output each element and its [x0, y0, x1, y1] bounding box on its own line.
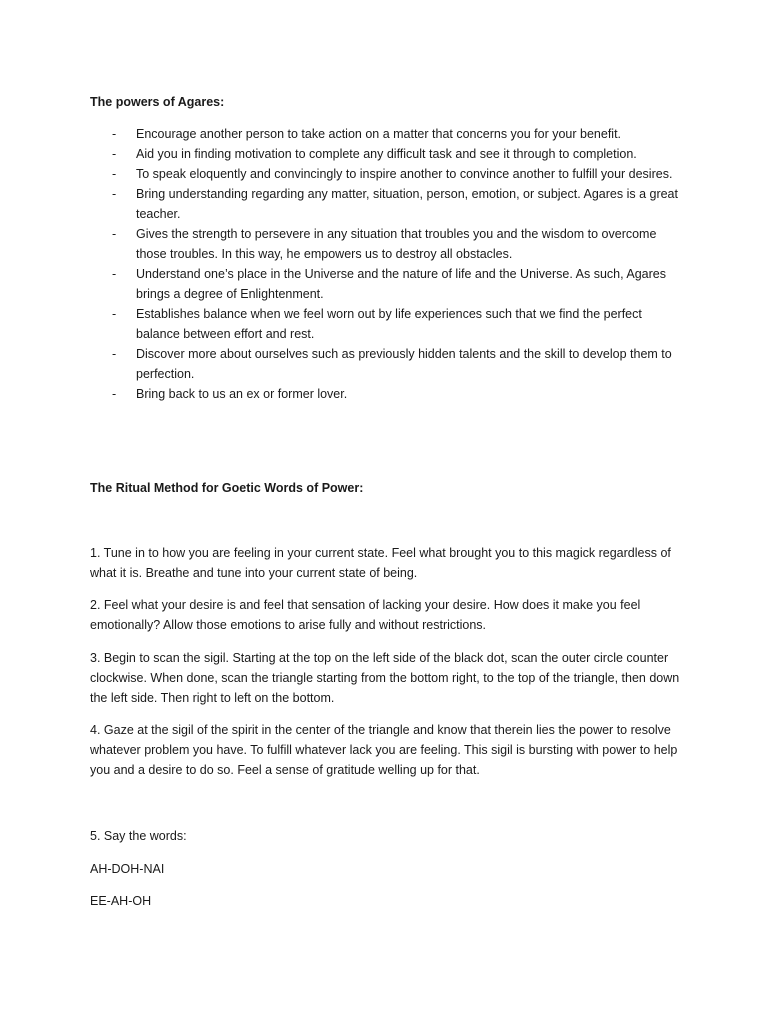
bullet-dash: - [112, 147, 117, 161]
ritual-step: 3. Begin to scan the sigil. Starting at the top on the left side of the black dot, scan the outer circle counter clockwise. When done, scan the triangle starting from the bottom right, to the top of the triangle, then down the left side. Then right to left on the bottom. [90, 651, 680, 705]
bullet-dash: - [112, 267, 117, 281]
list-item-text: Bring understanding regarding any matter, situation, person, emotion, or subject. Agares is a great teacher. [136, 187, 678, 221]
ritual-step: 1. Tune in to how you are feeling in your current state. Feel what brought you to this magick regardless of what it is. Breathe and tune into your current state of being. [90, 546, 671, 580]
power-word: EE-AH-OH [90, 894, 152, 908]
bullet-dash: - [112, 227, 117, 241]
ritual-step: 4. Gaze at the sigil of the spirit in the center of the triangle and know that therein lies the power to resolve whatever problem you have. To fulfill whatever lack you are feeling. This sigil is bursting with power to help you and a desire to do so. Feel a sense of gratitude welling up for that. [90, 723, 678, 777]
powers-list [90, 124, 680, 404]
list-item-text: Understand one’s place in the Universe and the nature of life and the Universe. As such, Agares brings a degree of Enlightenment. [136, 267, 666, 301]
list-item [90, 264, 680, 304]
list-item [90, 184, 680, 224]
list-item [90, 304, 680, 344]
list-item-text: Encourage another person to take action on a matter that concerns you for your benefit. [136, 127, 622, 141]
powers-heading: The powers of Agares: [90, 95, 225, 109]
ritual-step: 2. Feel what your desire is and feel that sensation of lacking your desire. How does it make you feel emotionally? Allow those emotions to arise fully and without restrictions. [90, 598, 641, 632]
list-item-text: Establishes balance when we feel worn out by life experiences such that we find the perfect balance between effort and rest. [136, 307, 642, 341]
bullet-dash: - [112, 307, 117, 321]
list-item [90, 224, 680, 264]
list-item-text: To speak eloquently and convincingly to inspire another to convince another to fulfill your desires. [136, 167, 673, 181]
list-item-text: Bring back to us an ex or former lover. [136, 387, 348, 401]
list-item-text: Discover more about ourselves such as previously hidden talents and the skill to develop them to perfection. [136, 347, 672, 381]
list-item [90, 144, 680, 164]
bullet-dash: - [112, 387, 117, 401]
bullet-dash: - [112, 127, 117, 141]
ritual-heading: The Ritual Method for Goetic Words of Power: [90, 481, 364, 495]
list-item-text: Aid you in finding motivation to complete any difficult task and see it through to completion. [136, 147, 637, 161]
ritual-step: 5. Say the words: [90, 829, 187, 843]
list-item [90, 344, 680, 384]
bullet-dash: - [112, 167, 117, 181]
list-item [90, 384, 680, 404]
bullet-dash: - [112, 187, 117, 201]
list-item-text: Gives the strength to persevere in any situation that troubles you and the wisdom to overcome those troubles. In this way, he empowers us to destroy all obstacles. [136, 227, 657, 261]
list-item [90, 124, 680, 144]
bullet-dash: - [112, 347, 117, 361]
power-word: AH-DOH-NAI [90, 862, 165, 876]
list-item [90, 164, 680, 184]
